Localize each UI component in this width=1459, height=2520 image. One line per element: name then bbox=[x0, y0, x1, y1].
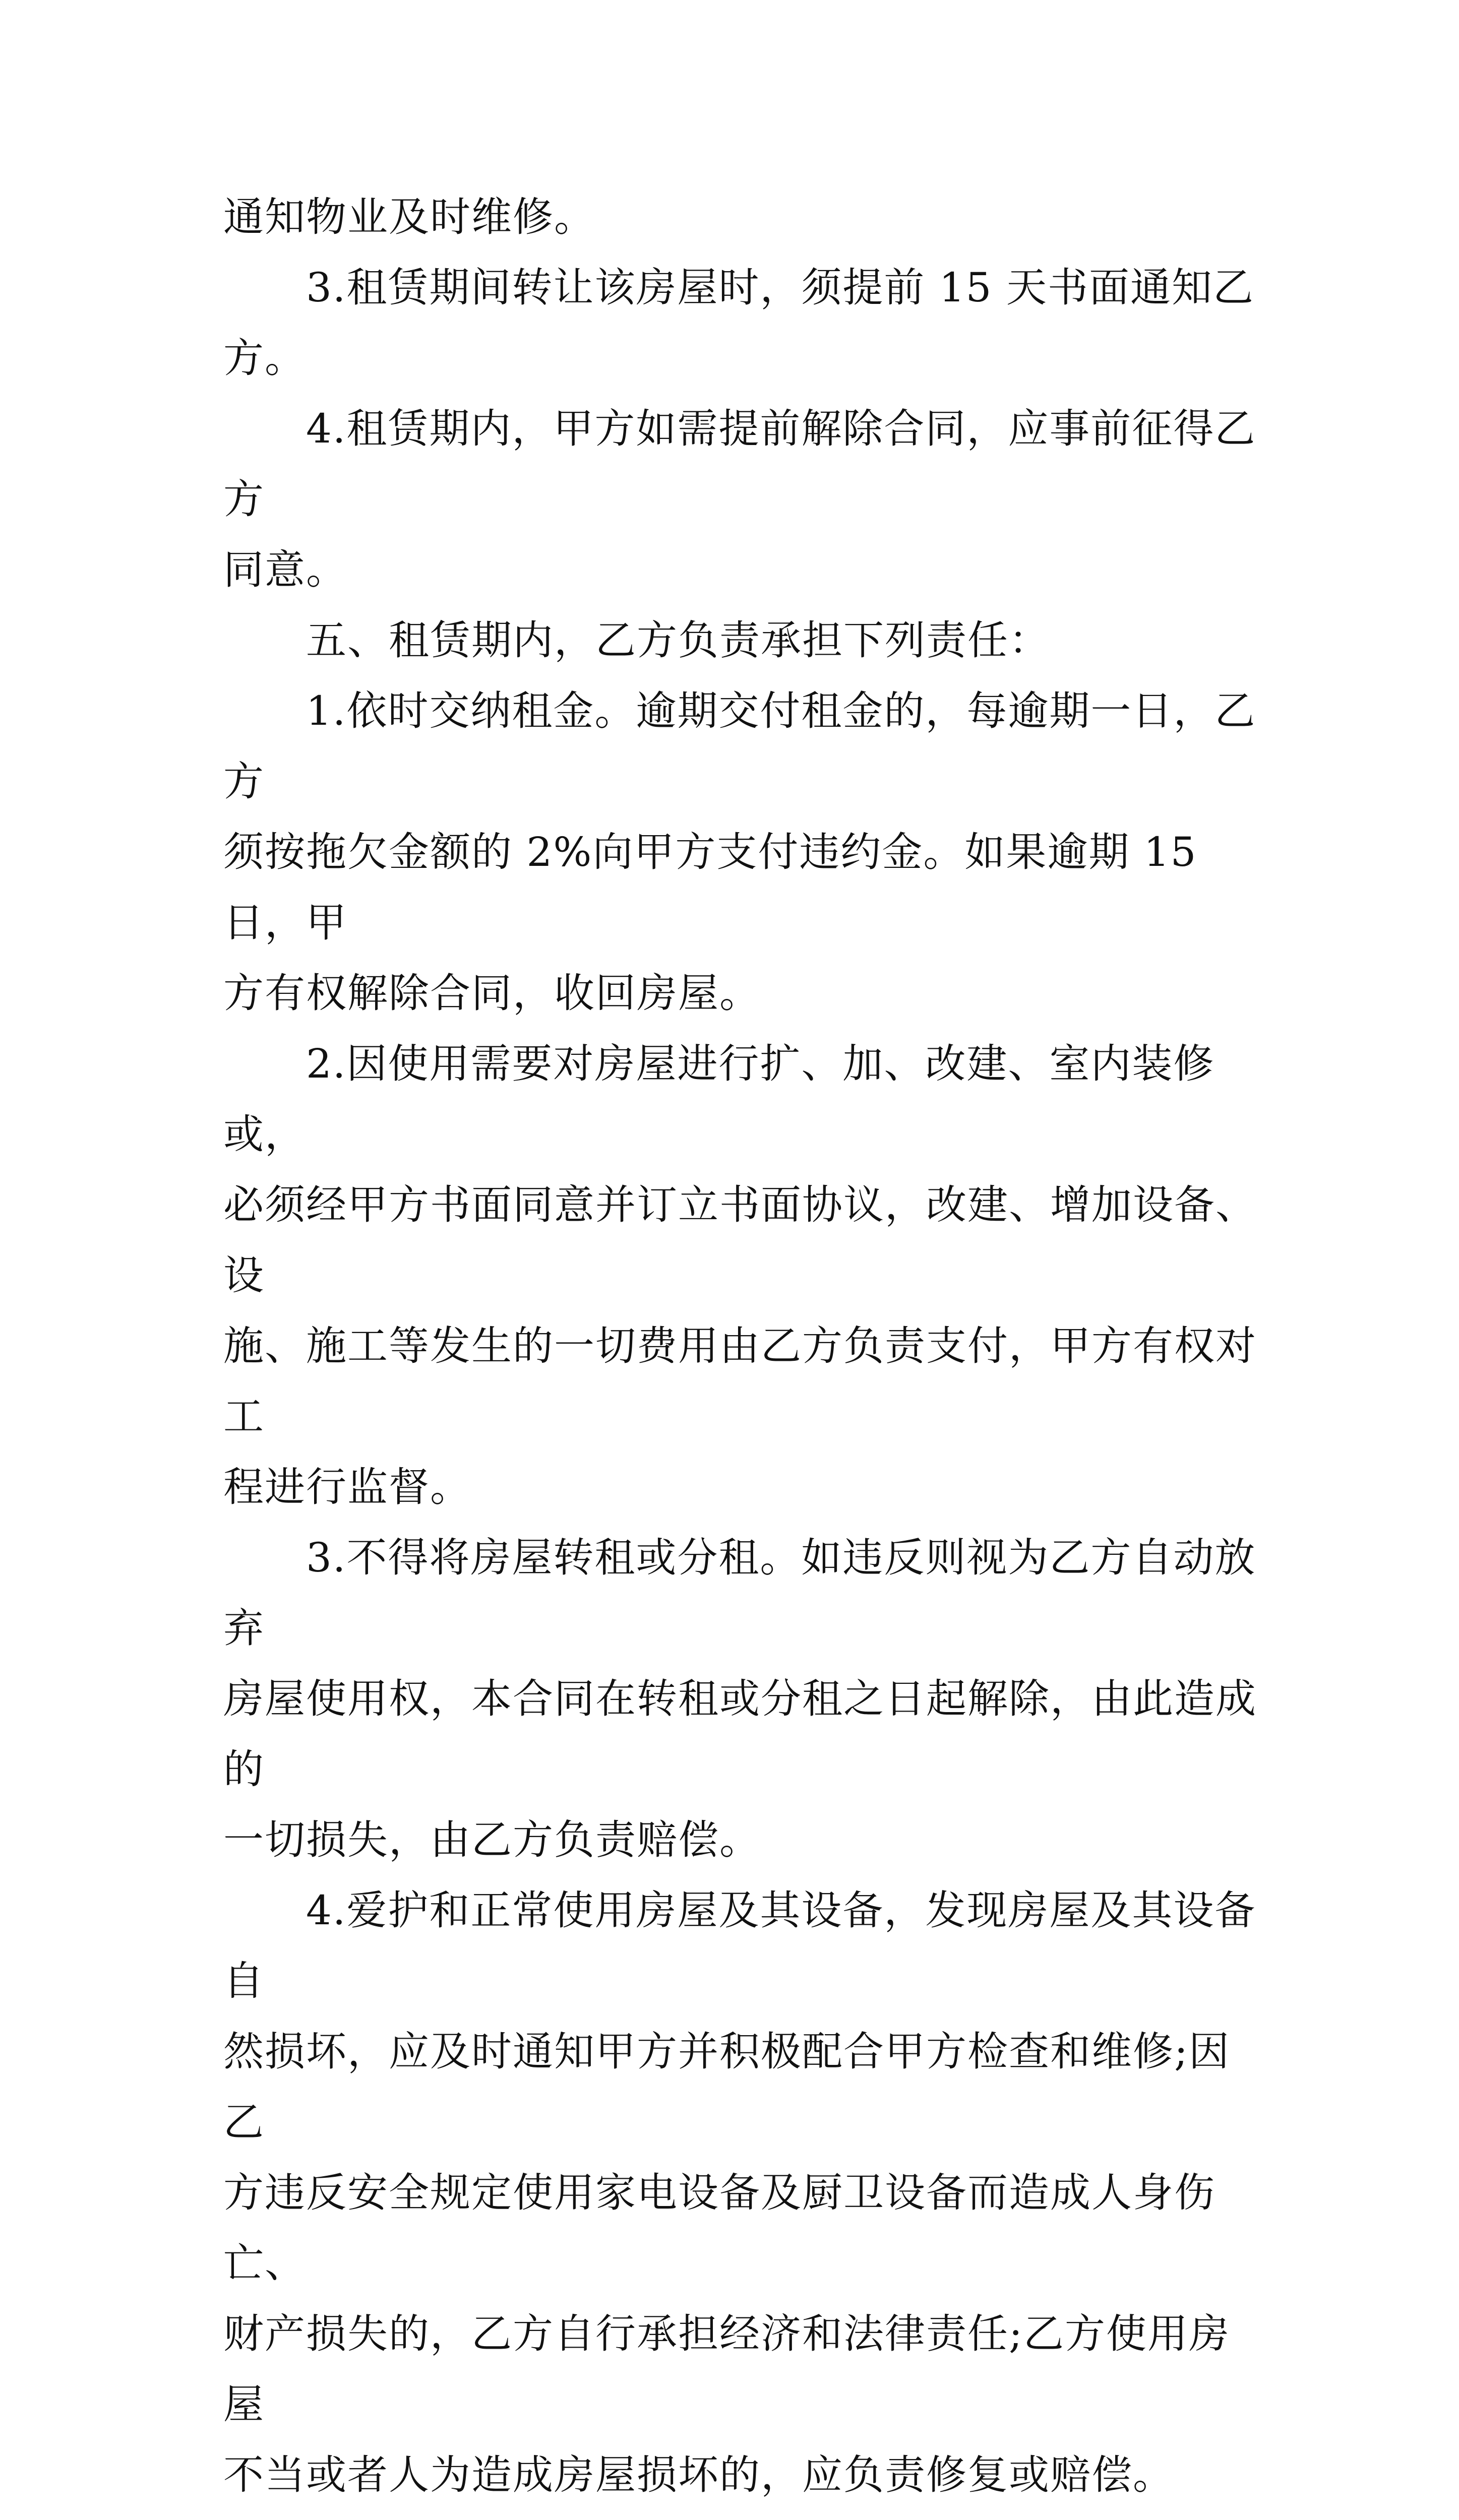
text-line: 然损坏，应及时通知甲方并积极配合甲方检查和维修;因乙 bbox=[223, 2028, 1230, 2146]
text-line: 必须经甲方书面同意并订立书面协议，改建、增加设备、设 bbox=[223, 1181, 1257, 1299]
text-line: 一切损失，由乙方负责赔偿。 bbox=[223, 1816, 761, 1863]
text-line: 施、施工等发生的一切费用由乙方负责支付，甲方有权对工 bbox=[223, 1322, 1257, 1440]
text-line: 1.依时交纳租金。逾期交付租金的，每逾期一日，乙方 bbox=[223, 687, 1256, 805]
text-line: 须按拖欠金额的 2%向甲方支付违约金。如果逾期 15 日，甲 bbox=[223, 829, 1197, 946]
text-line: 2.因使用需要对房屋进行扩、加、改建、室内装修或， bbox=[223, 1040, 1215, 1158]
text-line: 房屋使用权，本合同在转租或分租之日起解除，由此造成的 bbox=[223, 1675, 1257, 1793]
text-line: 程进行监督。 bbox=[223, 1464, 471, 1510]
text-line: 方违反安全规定使用家电设备及厨卫设备而造成人身伤亡、 bbox=[223, 2169, 1215, 2287]
text-line: 财产损失的，乙方自行承担经济和法律责任;乙方使用房屋 bbox=[223, 2310, 1230, 2428]
text-line: 通知物业及时维修。 bbox=[223, 194, 595, 240]
text-line: 3.租赁期间转让该房屋时，须提前 15 天书面通知乙方。 bbox=[223, 264, 1254, 382]
text-line: 3.不得将房屋转租或分租。如违反则视为乙方自动放弃 bbox=[223, 1534, 1256, 1652]
document-body bbox=[223, 182, 1257, 2520]
text-line bbox=[223, 2510, 1257, 2520]
text-line: 4.租赁期内，甲方如需提前解除合同，应事前征得乙方 bbox=[223, 405, 1256, 523]
section-heading: 五、租赁期内，乙方负责承担下列责任： bbox=[223, 617, 1050, 664]
text-line: 4.爱护和正常使用房屋及其设备，发现房屋及其设备自 bbox=[223, 1887, 1256, 2004]
text-line: 同意。 bbox=[223, 546, 347, 593]
text-line: 方有权解除合同，收回房屋。 bbox=[223, 970, 761, 1017]
text-line: 不当或者人为造成房屋损坏的，应负责修复或赔偿。 bbox=[223, 2451, 1174, 2498]
